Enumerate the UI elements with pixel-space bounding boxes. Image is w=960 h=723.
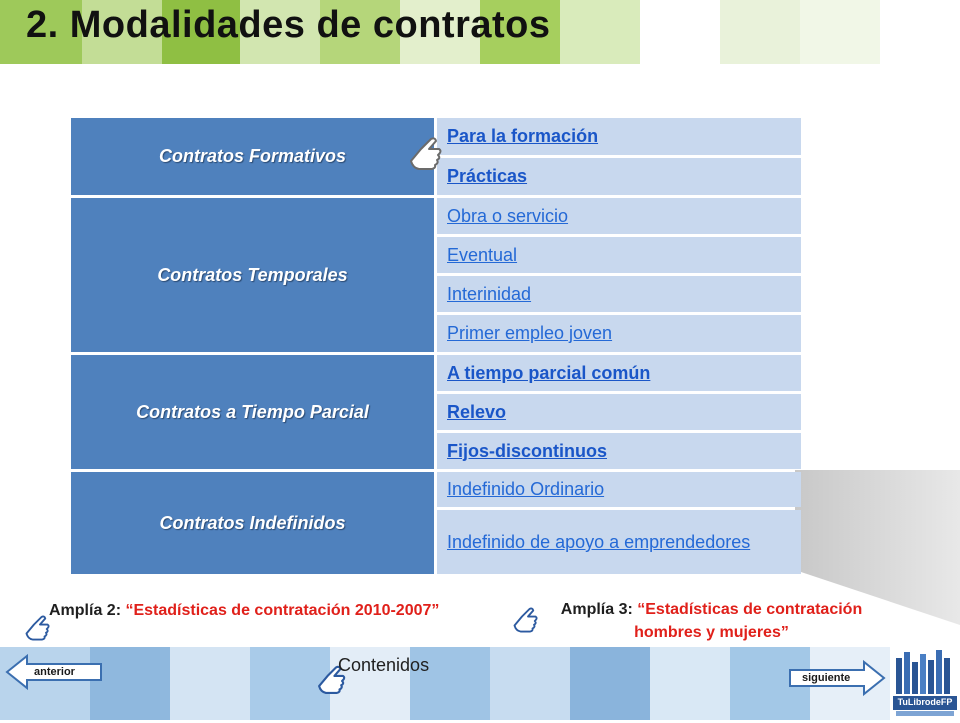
list-item[interactable] [437, 315, 801, 352]
list-item[interactable] [437, 510, 801, 574]
strip-block [570, 647, 650, 720]
group-label: Contratos Formativos [71, 118, 434, 195]
amplia-3-text-line1[interactable]: “Estadísticas de contratación [637, 601, 863, 618]
group-temporales [71, 198, 801, 352]
hand-pointer-icon [22, 614, 52, 644]
band-block [560, 0, 640, 64]
link-primer-empleo-joven[interactable]: Primer empleo joven [447, 323, 613, 343]
hand-pointer-icon [405, 135, 445, 175]
group-label: Contratos a Tiempo Parcial [71, 355, 434, 469]
title-band [0, 0, 960, 64]
band-block [720, 0, 800, 64]
prev-button[interactable]: anterior [34, 666, 75, 678]
group-parcial [71, 355, 801, 469]
list-item[interactable] [437, 394, 801, 430]
strip-block [650, 647, 730, 720]
list-item[interactable] [437, 118, 801, 155]
strip-block [170, 647, 250, 720]
list-item[interactable] [437, 472, 801, 507]
link-tiempo-parcial-comun[interactable]: A tiempo parcial común [447, 362, 651, 383]
list-item[interactable] [437, 198, 801, 234]
amplia-2-text[interactable]: “Estadísticas de contratación 2010-2007” [125, 602, 440, 619]
amplia-3-text-line2[interactable]: hombres y mujeres” [634, 624, 789, 642]
list-item[interactable] [437, 433, 801, 469]
bottom-strip [0, 647, 890, 720]
band-block [800, 0, 880, 64]
list-item[interactable] [437, 158, 801, 195]
link-eventual[interactable]: Eventual [447, 244, 518, 265]
list-item[interactable] [437, 237, 801, 273]
list-item[interactable] [437, 276, 801, 312]
amplia-2-link[interactable] [49, 602, 439, 620]
link-obra-o-servicio[interactable]: Obra o servicio [447, 205, 569, 226]
link-relevo[interactable]: Relevo [447, 401, 507, 422]
group-label: Contratos Temporales [71, 198, 434, 352]
link-para-la-formacion[interactable]: Para la formación [447, 126, 599, 146]
link-indefinido-ordinario[interactable]: Indefinido Ordinario [447, 479, 605, 499]
strip-block [490, 647, 570, 720]
group-label: Contratos Indefinidos [71, 472, 434, 574]
band-block [640, 0, 720, 64]
page-title: 2. Modalidades de contratos [26, 4, 551, 46]
hand-pointer-icon [510, 606, 540, 636]
link-practicas[interactable]: Prácticas [447, 166, 528, 186]
list-item[interactable] [437, 355, 801, 391]
amplia-3-link[interactable] [539, 598, 884, 644]
contents-link[interactable]: Contenidos [338, 655, 430, 675]
link-interinidad[interactable]: Interinidad [447, 283, 532, 304]
link-fijos-discontinuos[interactable]: Fijos-discontinuos [447, 440, 607, 461]
next-button[interactable]: siguiente [802, 672, 851, 684]
link-indefinido-apoyo[interactable]: Indefinido de apoyo a emprendedores [447, 531, 751, 552]
group-indefinidos [71, 472, 801, 574]
logo-books-icon [893, 648, 957, 718]
logo-text: TuLibrodeFP [897, 697, 953, 707]
amplia-2-prefix: Amplía 2: [49, 602, 122, 619]
amplia-3-prefix: Amplía 3: [560, 601, 633, 618]
library-logo [893, 648, 957, 718]
